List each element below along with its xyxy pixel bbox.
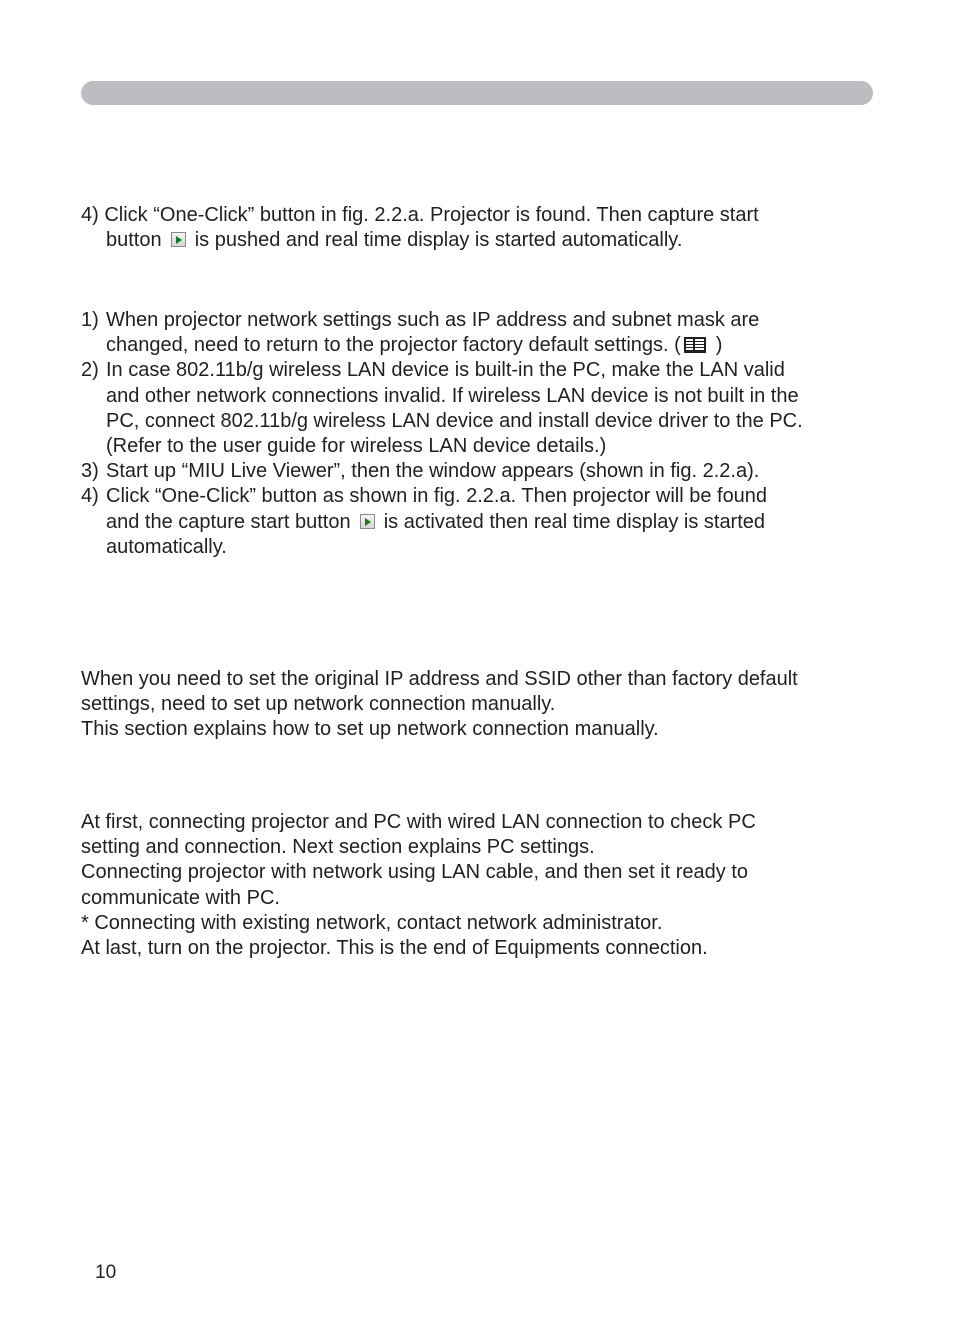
play-icon <box>171 232 186 247</box>
step4-intro-line2-after: is pushed and real time display is started automatically. <box>194 229 683 252</box>
step4-intro <box>81 203 881 253</box>
step-text: automatically. <box>106 535 227 558</box>
step-number: 4) <box>81 485 99 508</box>
step-text-after-icon: ) <box>715 334 723 357</box>
step4-intro-line2 <box>81 228 881 253</box>
list-item <box>81 459 881 484</box>
header-bar <box>81 81 873 105</box>
step-text-before-icon: changed, need to return to the projector factory default settings. ( <box>106 334 681 357</box>
paragraph-line: When you need to set the original IP address and SSID other than factory default <box>81 668 798 690</box>
paragraph-line: communicate with PC. <box>81 886 280 909</box>
list-item <box>81 358 881 459</box>
step-text: and other network connections invalid. If wireless LAN device is not built in the <box>106 384 799 407</box>
step4-intro-line1: 4) Click “One-Click” button in fig. 2.2.a. Projector is found. Then capture start <box>81 204 759 226</box>
step-text: Click “One-Click” button as shown in fig. 2.2.a. Then projector will be found <box>106 485 768 508</box>
manual-section <box>81 667 881 743</box>
paragraph-line: settings, need to set up network connection manually. <box>81 693 556 716</box>
paragraph-line: * Connecting with existing network, contact network administrator. <box>81 911 663 934</box>
list-item <box>81 308 881 358</box>
paragraph-line: setting and connection. Next section explains PC settings. <box>81 836 595 859</box>
paragraph-line: At last, turn on the projector. This is the end of Equipments connection. <box>81 937 708 960</box>
step-text-before-icon: and the capture start button <box>106 510 351 533</box>
equipment-section <box>81 810 881 961</box>
step-text: Start up “MIU Live Viewer”, then the window appears (shown in fig. 2.2.a). <box>106 460 760 483</box>
step-text: In case 802.11b/g wireless LAN device is built-in the PC, make the LAN valid <box>106 359 785 382</box>
step-number: 2) <box>81 359 99 382</box>
step-text <box>106 333 759 358</box>
step4-intro-line2-before: button <box>106 229 162 252</box>
page-number: 10 <box>95 1262 117 1283</box>
step-text <box>106 510 767 535</box>
list-item <box>81 484 881 560</box>
steps-list <box>81 308 881 560</box>
step-text: (Refer to the user guide for wireless LAN device details.) <box>106 435 607 458</box>
paragraph-line: Connecting projector with network using LAN cable, and then set it ready to <box>81 861 749 884</box>
play-icon <box>360 514 375 529</box>
step-text: PC, connect 802.11b/g wireless LAN device and install device driver to the PC. <box>106 409 803 432</box>
step-number: 3) <box>81 460 99 483</box>
paragraph-line: This section explains how to set up network connection manually. <box>81 718 659 741</box>
paragraph-line: At first, connecting projector and PC with wired LAN connection to check PC <box>81 811 756 833</box>
step-text: When projector network settings such as IP address and subnet mask are <box>106 309 760 331</box>
step-text-after-icon: is activated then real time display is started <box>383 510 766 533</box>
book-icon <box>684 337 706 352</box>
step-number: 1) <box>81 309 99 331</box>
